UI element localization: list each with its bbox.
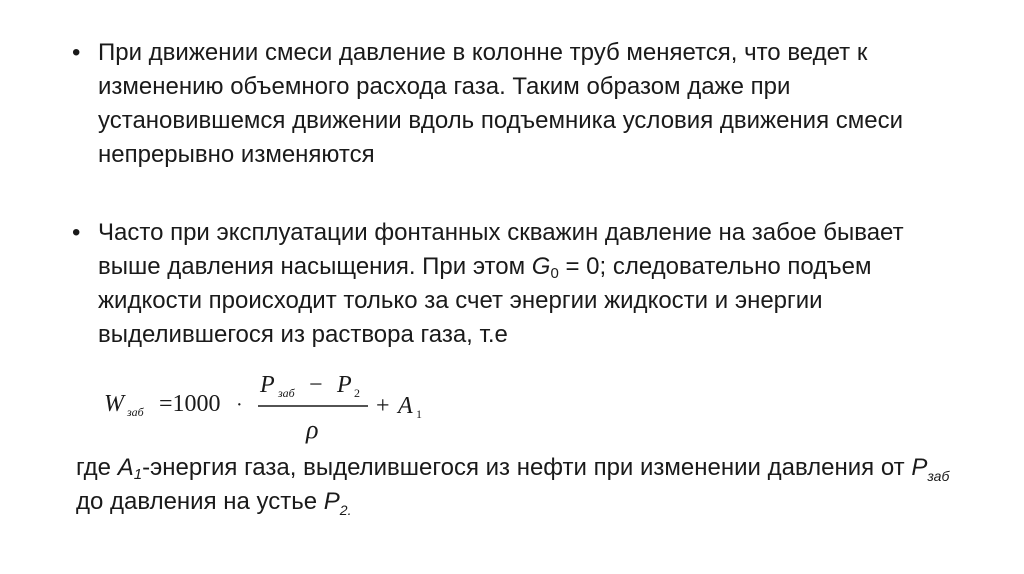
formula-numerator-p-subscript: заб — [278, 386, 295, 400]
variable-p2: P — [323, 488, 340, 515]
text-segment: Часто при эксплуатации фонтанных скважин давление на забое бывает выше давления насыщения. При этом — [98, 219, 904, 280]
text-segment: -энергия газа, выделившегося из нефти при изменении давления от — [142, 454, 912, 481]
formula-constant: =1000 — [159, 391, 221, 417]
bullet-text: При движении смеси давление в колонне труб меняется, что ведет к изменению объемного расхода газа. Таким образом даже при установившемся движении вдоль подъемника условия движения смеси непрерывно изменяются — [98, 39, 904, 168]
text-segment: до давления на устье — [76, 488, 324, 515]
text-segment: где — [76, 454, 118, 481]
bullet-marker: • — [72, 219, 81, 246]
formula-minus: − — [309, 372, 323, 398]
formula-lhs: W — [104, 391, 124, 417]
formula-numerator-p2: P — [337, 372, 352, 398]
bullet-marker: • — [72, 39, 81, 66]
formula-image — [100, 366, 460, 450]
formula-explanation — [76, 451, 956, 519]
variable-g: G — [531, 253, 551, 280]
formula-numerator-p2-subscript: 2 — [354, 386, 360, 400]
text-segment: = 0; следовательно подъем жидкости происходит только за счет энергии жидкости и энергии выделившегося из раствора газа, т.е — [98, 253, 872, 348]
energy-formula — [100, 366, 460, 450]
formula-denominator: ρ — [306, 415, 319, 444]
formula-multiply-dot: · — [236, 394, 243, 416]
variable-p-subscript: заб — [927, 468, 950, 484]
variable-a-subscript: 1 — [133, 466, 143, 483]
formula-lhs-subscript: заб — [127, 405, 144, 419]
formula-rhs-subscript: 1 — [416, 407, 422, 421]
variable-p2-subscript: 2. — [339, 502, 352, 518]
bullet-item-1 — [70, 36, 950, 172]
bullet-item-2 — [70, 216, 950, 352]
variable-a: A — [117, 454, 134, 481]
variable-p: P — [911, 454, 928, 481]
formula-numerator-p: P — [260, 372, 275, 398]
variable-g-subscript: 0 — [550, 265, 559, 282]
formula-plus: + — [376, 393, 390, 419]
bullet-text — [98, 216, 948, 352]
formula-rhs: A — [398, 393, 413, 419]
